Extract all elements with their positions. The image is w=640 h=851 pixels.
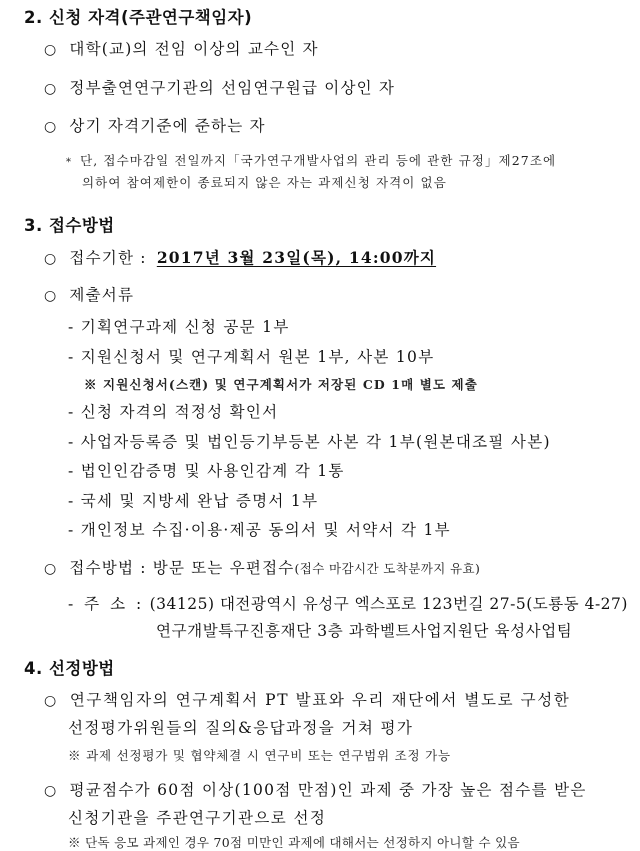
- doc-item: - 국세 및 지방세 완납 증명서 1부: [68, 492, 319, 510]
- list-item: ○ 상기 자격기준에 준하는 자: [44, 117, 266, 135]
- doc-item: - 신청 자격의 적정성 확인서: [68, 403, 279, 421]
- list-item: ○ 정부출연연구기관의 선임연구원급 이상인 자: [44, 79, 396, 97]
- list-item: ○ 대학(교)의 전임 이상의 교수인 자: [44, 40, 319, 58]
- doc-item: - 개인정보 수집·이용·제공 동의서 및 서약서 각 1부: [68, 521, 451, 539]
- selection-item-2-line2: 신청기관을 주관연구기관으로 선정: [68, 809, 327, 827]
- deadline-item: [44, 246, 436, 268]
- doc-note: ※ 지원신청서(스캔) 및 연구계획서가 저장된 CD 1매 별도 제출: [84, 377, 478, 392]
- circle-bullet-icon: ○: [44, 81, 58, 97]
- address-line2: 연구개발특구진흥재단 3층 과학벨트사업지원단 육성사업팀: [156, 622, 573, 640]
- section-4-heading: 4. 선정방법: [24, 659, 115, 678]
- selection-note-1: ※ 과제 선정평가 및 협약체결 시 연구비 또는 연구범위 조정 가능: [68, 748, 451, 763]
- asterisk-icon: *: [66, 157, 73, 168]
- selection-item-1-line2: 선정평가위원들의 질의&응답과정을 거쳐 평가: [68, 719, 414, 737]
- selection-item-2: ○ 평균점수가 60점 이상(100점 만점)인 과제 중 가장 높은 점수를 받은: [44, 781, 587, 799]
- eligibility-note-line2: 의하여 참여제한이 종료되지 않은 자는 과제신청 자격이 없음: [82, 175, 447, 190]
- selection-item-1: ○ 연구책임자의 연구계획서 PT 발표와 우리 재단에서 별도로 구성한: [44, 691, 571, 709]
- deadline-label: 접수기한 :: [69, 249, 147, 267]
- method-item: ○ 접수방법 : 방문 또는 우편접수(접수 마감시간 도착분까지 유효): [44, 559, 481, 577]
- section-2-heading: 2. 신청 자격(주관연구책임자): [24, 8, 253, 27]
- circle-bullet-icon: ○: [44, 251, 58, 267]
- circle-bullet-icon: ○: [44, 561, 58, 577]
- circle-bullet-icon: ○: [44, 42, 58, 58]
- section-3-heading: 3. 접수방법: [24, 216, 115, 235]
- circle-bullet-icon: ○: [44, 693, 58, 709]
- deadline-value: 2017년 3월 23일(목), 14:00까지: [156, 248, 437, 267]
- circle-bullet-icon: ○: [44, 119, 58, 135]
- circle-bullet-icon: ○: [44, 288, 58, 304]
- doc-item: - 기획연구과제 신청 공문 1부: [68, 318, 290, 336]
- selection-note-2: ※ 단독 응모 과제인 경우 70점 미만인 과제에 대해서는 선정하지 아니할 수 있음: [68, 835, 520, 850]
- eligibility-note-line1: * 단, 접수마감일 전일까지「국가연구개발사업의 관리 등에 관한 규정」제27조에: [66, 153, 557, 168]
- circle-bullet-icon: ○: [44, 783, 58, 799]
- doc-item: - 지원신청서 및 연구계획서 원본 1부, 사본 10부: [68, 348, 435, 366]
- docs-item: ○ 제출서류: [44, 286, 135, 304]
- doc-item: - 사업자등록증 및 법인등기부등본 사본 각 1부(원본대조필 사본): [68, 433, 551, 451]
- doc-item: - 법인인감증명 및 사용인감계 각 1통: [68, 462, 345, 480]
- address-line1: - 주 소 : (34125) 대전광역시 유성구 엑스포로 123번길 27-5(도룡동 4-27): [68, 595, 628, 613]
